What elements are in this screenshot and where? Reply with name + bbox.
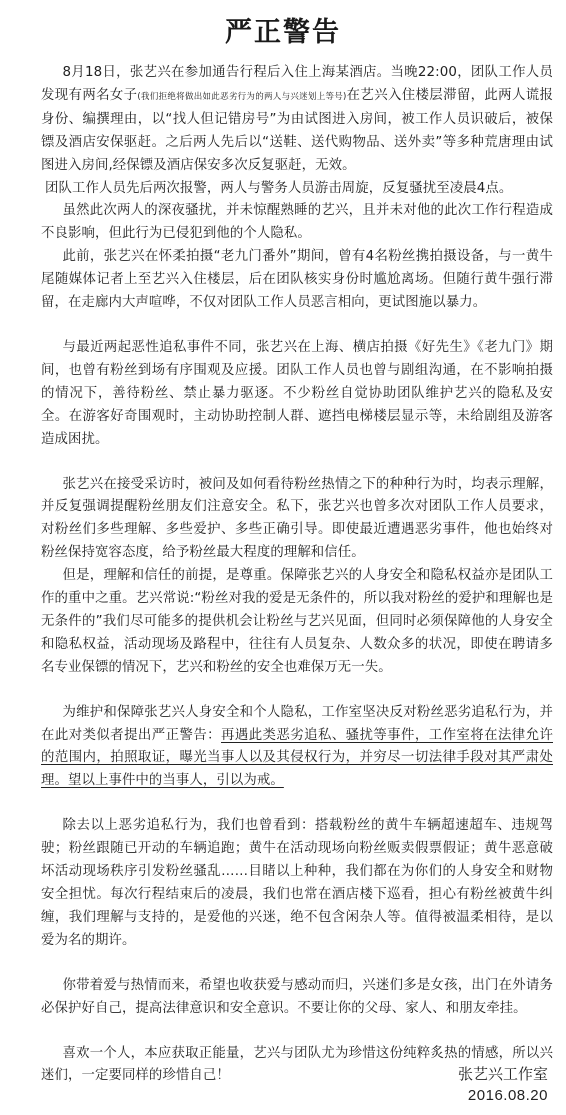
signature-name: 张艺兴工作室 bbox=[457, 1065, 548, 1083]
paragraph-privacy-impact: 虽然此次两人的深夜骚扰，并未惊醒熟睡的艺兴，且并未对他的此次工作行程造成不良影响，但此行为已侵犯到他的个人隐私。 bbox=[41, 203, 553, 242]
paragraph-understanding: 张艺兴在接受采访时，被问及如何看待粉丝热情之下的种种行为时，均表示理解，并反复强调提醒粉丝朋友们注意安全。私下，张艺兴也曾多次对团队工作人员要求，对粉丝们多些理解、多些爱护、多些正确引导。即使最近遭遇恶劣事件，他也始终对粉丝保持宽容态度，给予粉丝最大程度的理解和信任。 bbox=[41, 476, 553, 561]
page-title: 严正警告 bbox=[225, 17, 341, 48]
paragraph-previous-incident: 此前，张艺兴在怀柔拍摄“老九门番外”期间，曾有4名粉丝携拍摄设备，与一黄牛尾随媒体记者上至艺兴入住楼层，后在团队核实身份时尴尬离场。但随行黄牛强行滞留，在走廊内大声喧哗，不仅对团队工作人员恶言相向，更试图施以暴力。 bbox=[41, 249, 553, 311]
paragraph-incident-part2: 在艺兴入住楼层滞留，此两人谎报身份、编撰理由，以“找人但记错房号”为由试图进入房间，被工作人员识破后，被保镖及酒店安保驱赶。之后两人先后以“送鞋、送代购物品、送外卖”等多种荒唐理由试图进入房间,经保镖及酒店保安多次反复驱赶，无效。 bbox=[41, 87, 553, 173]
parenthetical-note: (我们拒绝将做出如此恶劣行为的两人与兴迷划上等号) bbox=[137, 91, 347, 102]
warning-underlined: 再遇此类恶劣追私、骚扰等事件，工作室将在法律允许的范围内，拍照取证，曝光当事人以及其侵权行为，并穷尽一切法律手段对其严肃处理。望以上事件中的当事人，引以为戒。 bbox=[41, 727, 553, 789]
signature-date: 2016.08.20 bbox=[467, 1087, 548, 1104]
warning-intro: 为维护和保障张艺兴人身安全和个人隐私，工作室坚决反对粉丝恶劣追私行为，并在此对类似者提出严正警告： bbox=[41, 704, 553, 743]
paragraph-police-report: 团队工作人员先后两次报警，两人与警务人员游击周旋，反复骚扰至凌晨4点。 bbox=[45, 180, 513, 196]
paragraph-incident bbox=[41, 62, 553, 178]
paragraph-orderly-fans: 与最近两起恶性追私事件不同，张艺兴在上海、横店拍摄《好先生》《老九门》期间，也曾有粉丝到场有序围观及应援。团队工作人员也曾与剧组沟通，在不影响拍摄的情况下，善待粉丝、禁止暴力驱逐。不少粉丝自觉协助团队维护艺兴的隐私及安全。在游客好奇围观时，主动协助控制人群、遮挡电梯楼层显示等，未给剧组及游客造成困扰。 bbox=[41, 339, 553, 447]
paragraph-formal-warning bbox=[41, 702, 553, 794]
paragraph-incident-part1: 8月18日，张艺兴在参加通告行程后入住上海某酒店。当晚22:00，团队工作人员发现有两名女子 bbox=[41, 65, 553, 103]
paragraph-safety-advice: 你带着爱与热情而来，希望也收获爱与感动而归，兴迷们多是女孩，出门在外请务必保护好自己，提高法律意识和安全意识。不要让你的父母、家人、和朋友牵挂。 bbox=[41, 977, 553, 1016]
paragraph-closing: 喜欢一个人，本应获取正能量，艺兴与团队尤为珍惜这份纯粹炙热的情感，所以兴迷们，一定要同样的珍惜自己！ bbox=[41, 1045, 553, 1084]
paragraph-other-behaviors: 除去以上恶劣追私行为，我们也曾看到：搭载粉丝的黄牛车辆超速超车、违规驾驶；粉丝跟随已开动的车辆追跑；黄牛在活动现场向粉丝贩卖假票假证；黄牛恶意破坏活动现场秩序引发粉丝骚乱……目睹以上种种，我们都在为你们的人身安全和财物安全担忧。每次行程结束后的凌晨，我们也常在酒店楼下巡看，担心有粉丝被黄牛纠缠，我们理解与支持的，是爱他的兴迷，绝不包含闲杂人等。值得被温柔相待，是以爱为名的期许。 bbox=[41, 818, 553, 948]
signature-block bbox=[458, 1063, 548, 1107]
statement-body bbox=[41, 62, 553, 1088]
paragraph-respect: 但是，理解和信任的前提，是尊重。保障张艺兴的人身安全和隐私权益亦是团队工作的重中之重。艺兴常说:“粉丝对我的爱是无条件的，所以我对粉丝的爱护和理解也是无条件的”我们尽可能多的提供机会让粉丝与艺兴见面，但同时必须保障他的人身安全和隐私权益，活动现场及路程中，往往有人员复杂、人数众多的状况，即使在聘请多名专业保镖的情况下，艺兴和粉丝的安全也难保万无一失。 bbox=[41, 568, 553, 675]
